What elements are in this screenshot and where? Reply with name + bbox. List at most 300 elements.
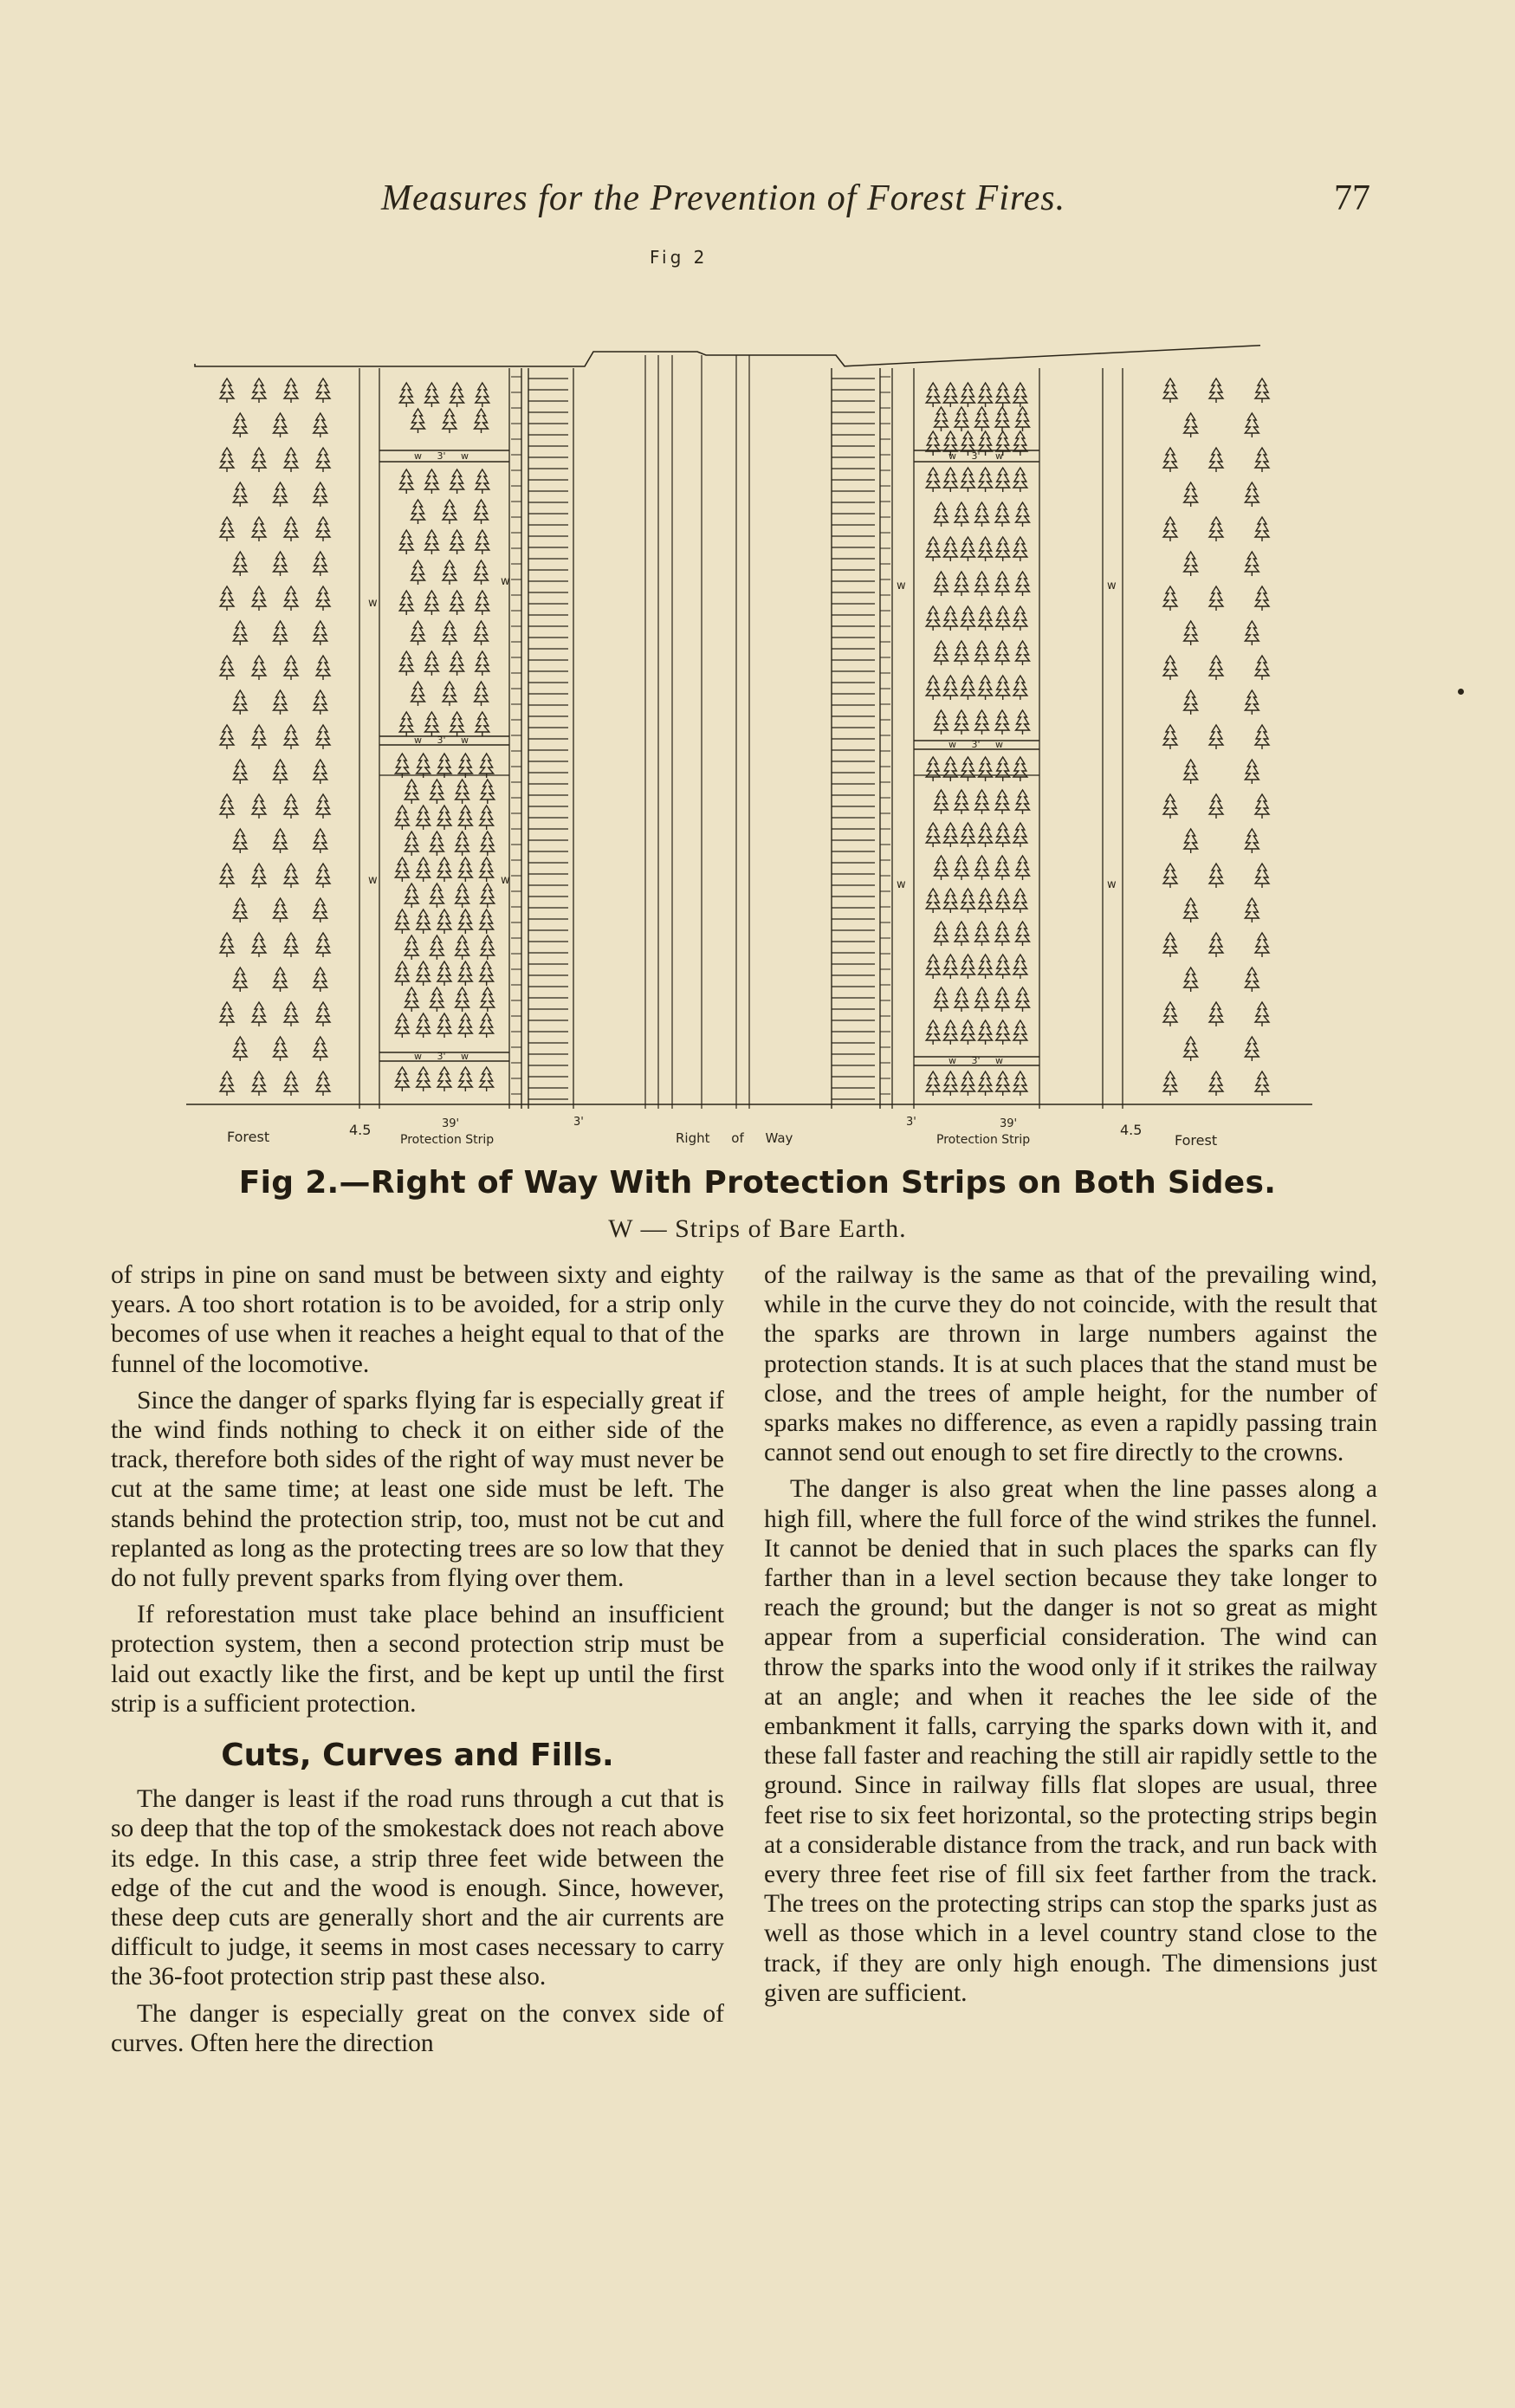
tree-strip-left [395,909,409,934]
tree-strip-right [1013,676,1027,700]
tree-forest-right [1245,690,1259,715]
tree-strip-left [417,1013,431,1038]
tree-strip-left [395,1067,409,1091]
tree-forest-left [233,621,247,645]
tree-strip-left [424,469,438,494]
tree-forest-left [252,1002,266,1026]
tree-strip-right [1013,757,1027,781]
tree-strip-left [443,409,456,433]
tree-forest-left [233,482,247,507]
tree-strip-right [1016,856,1030,880]
tree-forest-left [252,656,266,680]
tree-forest-left [220,379,234,403]
tree-strip-left [480,858,494,882]
tree-forest-right [1163,725,1177,749]
tree-forest-left [220,933,234,957]
tree-forest-right [1255,448,1269,472]
tree-strip-right [943,383,957,407]
tree-strip-right [1013,383,1027,407]
tree-strip-left [450,383,464,407]
tree-forest-left [233,760,247,784]
tree-strip-left [411,621,425,645]
tree-strip-left [458,1013,472,1038]
tree-strip-left [430,780,443,804]
tree-forest-right [1209,656,1223,680]
tree-forest-right [1245,413,1259,437]
label-right-of-way: Right of Way [676,1130,793,1146]
tree-forest-left [316,448,330,472]
tree-strip-right [961,383,974,407]
tree-strip-right [961,537,974,561]
tree-forest-left [284,1002,298,1026]
tree-strip-right [961,823,974,847]
tree-strip-right [1013,606,1027,631]
tree-forest-left [314,760,327,784]
tree-forest-right [1245,1037,1259,1061]
tree-strip-right [926,1071,940,1096]
tree-strip-left [395,806,409,830]
tree-forest-left [233,413,247,437]
label-forest-right: Forest [1175,1132,1218,1149]
strip-marker-w-6: w [1107,579,1117,592]
tree-forest-left [316,379,330,403]
tree-forest-right [1209,1071,1223,1096]
tree-strip-right [955,922,968,946]
label-dim-39-left: 39' [442,1117,460,1130]
tree-forest-left [316,725,330,749]
tree-strip-left [399,469,413,494]
tree-strip-right [926,537,940,561]
figure-subcaption: W — Strips of Bare Earth. [608,1214,907,1243]
tree-strip-left [476,591,489,615]
tree-strip-right [1013,955,1027,979]
tree-strip-right [943,889,957,913]
tree-strip-left [417,754,431,778]
tree-strip-right [961,889,974,913]
tree-strip-right [1013,431,1027,456]
tree-strip-left [481,935,495,960]
tree-strip-left [475,500,489,524]
tree-strip-right [979,1071,993,1096]
tree-forest-left [274,482,288,507]
tree-forest-right [1163,586,1177,611]
tree-strip-left [437,909,451,934]
tree-forest-right [1255,933,1269,957]
tree-strip-left [399,712,413,736]
tree-strip-right [996,757,1010,781]
tree-strip-left [481,987,495,1012]
strip-marker-w-1: w [368,874,378,887]
tree-strip-left [456,884,469,908]
tree-strip-left [443,682,456,706]
tree-forest-left [274,552,288,576]
label-forest-left: Forest [227,1129,270,1145]
tree-forest-left [314,690,327,715]
tree-strip-left [417,806,431,830]
tree-strip-left [395,1013,409,1038]
tree-strip-left [456,987,469,1012]
tree-strip-right [955,790,968,814]
paragraph: Since the danger of sparks flying far is especially great if the wind finds nothing to check it on either side of the track, therefore both sides of the right of way must never be cut at the same time; at least one side must be left. The stands behind the protection strip, too, must not be cut and replanted as long as the protecting trees are so low that they do not fully prevent sparks from flying over them. [111,1386,724,1593]
tree-strip-left [399,651,413,676]
tree-forest-right [1184,690,1198,715]
strip-marker-w-3: w [501,874,510,887]
tree-forest-left [284,1071,298,1096]
tree-strip-right [926,955,940,979]
tree-strip-left [475,560,489,585]
tree-forest-left [314,482,327,507]
tree-forest-left [284,656,298,680]
tree-forest-left [314,829,327,853]
tree-forest-left [233,1037,247,1061]
tree-strip-right [961,1020,974,1045]
tree-forest-left [252,586,266,611]
tree-forest-left [284,864,298,888]
tree-strip-right [935,641,948,665]
tree-strip-left [480,961,494,986]
tree-strip-right [926,676,940,700]
tree-strip-right [935,502,948,527]
tree-forest-right [1255,794,1269,819]
tree-strip-left [405,832,418,856]
paragraph: The danger is especially great on the convex side of curves. Often here the direction [111,1999,724,2057]
tree-strip-left [437,961,451,986]
tree-strip-left [437,754,451,778]
tree-forest-left [220,448,234,472]
tree-strip-right [996,383,1010,407]
tree-strip-right [943,757,957,781]
tree-strip-left [443,560,456,585]
tree-strip-right [995,641,1009,665]
tree-strip-right [1016,502,1030,527]
tree-strip-left [437,858,451,882]
tree-strip-right [979,757,993,781]
tree-forest-left [233,552,247,576]
tree-strip-right [996,468,1010,492]
tree-strip-left [437,806,451,830]
label-dim-3-left: 3' [573,1116,584,1129]
tree-strip-left [395,961,409,986]
tree-forest-right [1209,517,1223,541]
tree-forest-right [1245,760,1259,784]
tree-strip-left [480,1067,494,1091]
tree-forest-right [1163,1002,1177,1026]
tree-strip-left [417,909,431,934]
tree-forest-left [233,898,247,922]
tree-strip-right [995,856,1009,880]
tree-strip-left [424,383,438,407]
tree-forest-left [314,898,327,922]
bare-strip-label-3: w 3' w [948,450,1004,462]
tree-forest-right [1184,760,1198,784]
tree-strip-right [975,987,989,1012]
tree-strip-left [443,500,456,524]
figure-caption: Fig 2.—Right of Way With Protection Strips on Both Sides. [238,1165,1277,1201]
tree-forest-right [1184,621,1198,645]
tree-strip-right [975,922,989,946]
tree-strip-right [1016,572,1030,596]
tree-forest-left [252,517,266,541]
tree-forest-right [1245,552,1259,576]
label-dim-4-5-right: 4.5 [1120,1122,1143,1138]
bare-strip-label-1: w 3' w [414,735,469,746]
tree-forest-right [1245,968,1259,992]
tree-forest-left [220,1002,234,1026]
tree-forest-right [1209,864,1223,888]
tree-strip-left [476,651,489,676]
tree-forest-left [314,552,327,576]
running-title: Measures for the Prevention of Forest Fires. [381,178,1066,218]
tree-strip-right [961,606,974,631]
tree-forest-right [1255,586,1269,611]
tree-strip-right [995,407,1009,431]
label-protection-strip-left: Protection Strip [400,1133,495,1147]
tree-forest-left [252,1071,266,1096]
tree-strip-left [475,682,489,706]
tree-strip-right [935,790,948,814]
tree-strip-left [458,858,472,882]
tree-forest-right [1209,933,1223,957]
tree-strip-right [975,790,989,814]
tree-forest-right [1209,725,1223,749]
paragraph: The danger is least if the road runs through a cut that is so deep that the top of the smokestack does not reach above its edge. In this case, a strip three feet wide between the edge of the cut and the wood is enough. Since, however, these deep cuts are generally short and the air currents are difficult to judge, it seems in most cases necessary to carry the 36-foot protection strip past these also. [111,1785,724,1991]
tree-strip-right [935,856,948,880]
tree-forest-left [284,933,298,957]
tree-strip-right [935,987,948,1012]
tree-strip-left [399,383,413,407]
tree-forest-right [1245,898,1259,922]
tree-strip-right [955,856,968,880]
tree-strip-right [979,606,993,631]
tree-forest-left [252,725,266,749]
tree-strip-right [935,710,948,735]
tree-strip-right [1013,537,1027,561]
tree-forest-left [316,864,330,888]
tree-forest-right [1255,656,1269,680]
tree-strip-right [1016,790,1030,814]
tree-forest-left [284,448,298,472]
tree-forest-left [284,586,298,611]
tree-forest-right [1163,933,1177,957]
tree-strip-right [943,1071,957,1096]
tree-strip-right [926,383,940,407]
tree-strip-right [955,710,968,735]
tree-forest-left [274,413,288,437]
tree-forest-right [1245,829,1259,853]
tree-forest-right [1184,482,1198,507]
bare-strip-label-5: w 3' w [948,1055,1004,1066]
tree-forest-left [274,690,288,715]
tree-strip-right [935,572,948,596]
tree-strip-right [979,676,993,700]
tree-strip-right [955,572,968,596]
tree-strip-right [996,823,1010,847]
tree-strip-right [1016,710,1030,735]
tree-strip-left [458,961,472,986]
tree-strip-left [395,754,409,778]
tree-strip-left [450,591,464,615]
tree-strip-right [955,641,968,665]
section-heading: Cuts, Curves and Fills. [221,1738,614,1774]
tree-forest-left [233,968,247,992]
tree-forest-left [316,794,330,819]
tree-forest-left [252,448,266,472]
tree-strip-right [1013,468,1027,492]
tree-forest-left [274,968,288,992]
left-column [111,1260,724,2058]
tree-strip-right [943,606,957,631]
tree-strip-left [481,780,495,804]
tree-strip-left [417,1067,431,1091]
tree-strip-right [926,1020,940,1045]
tree-strip-left [405,987,418,1012]
tree-forest-left [220,725,234,749]
tree-strip-left [424,530,438,554]
paragraph: of strips in pine on sand must be between sixty and eighty years. A too short rotation is to be avoided, for a strip only becomes of use when it reaches a height equal to that of the funnel of the locomotive. [111,1261,724,1378]
tree-forest-right [1163,379,1177,403]
tree-forest-left [316,656,330,680]
paragraph: The danger is also great when the line passes along a high fill, where the full force of the wind strikes the funnel. It cannot be denied that in such places the sparks can fly farther than in a level section because they take longer to reach the ground; but the danger is not so great as might appear from a superficial consideration. The wind can throw the sparks into the wood only if it strikes the railway at an angle; and when it reaches the lee side of the embankment it falls, carrying the sparks down with it, and these fall faster and reaching the still air rapidly settle to the ground. Since in railway fills flat slopes are usual, three feet rise to six feet horizontal, so the protecting strips begin at a considerable distance from the track, and run back with every three feet rise of fill six feet farther from the track. The trees on the protecting strips can stop the sparks just as well as those which in a level country stand close to the track, if they are only high enough. The dimensions just given are sufficient. [764,1475,1377,2007]
tree-forest-right [1184,898,1198,922]
tree-forest-left [284,725,298,749]
tree-strip-left [430,832,443,856]
tree-strip-right [979,468,993,492]
tree-forest-left [220,864,234,888]
tree-forest-right [1163,1071,1177,1096]
tree-forest-right [1209,1002,1223,1026]
tree-strip-right [1013,1071,1027,1096]
tree-strip-right [961,757,974,781]
strip-marker-w-7: w [1107,878,1117,891]
paragraph: of the railway is the same as that of the prevailing wind, while in the curve they do not coincide, with the result that the sparks are thrown in large numbers against the protection stands. It is at such places that the stand must be close, and the trees of ample height, for the number of sparks makes no difference, as even a rapidly passing train cannot send out enough to set fire directly to the crowns. [764,1261,1377,1467]
tree-strip-left [475,621,489,645]
tree-strip-right [975,572,989,596]
tree-strip-left [395,858,409,882]
tree-strip-right [1013,1020,1027,1045]
bare-strip-label-0: w 3' w [414,450,469,462]
tree-forest-right [1255,1002,1269,1026]
tree-strip-right [975,856,989,880]
tree-forest-right [1184,413,1198,437]
tree-strip-left [405,884,418,908]
tree-forest-left [274,829,288,853]
tree-strip-right [943,1020,957,1045]
tree-forest-right [1163,656,1177,680]
tree-forest-left [274,621,288,645]
tree-forest-left [316,1002,330,1026]
tree-strip-left [458,1067,472,1091]
ink-speck [1458,689,1464,695]
tree-forest-left [284,379,298,403]
label-dim-4-5-left: 4.5 [349,1122,372,1138]
tree-strip-right [926,757,940,781]
tree-strip-right [926,823,940,847]
tree-forest-left [316,1071,330,1096]
tree-forest-left [316,933,330,957]
tree-forest-right [1255,379,1269,403]
tree-forest-left [284,517,298,541]
tree-strip-right [935,922,948,946]
tree-strip-left [476,469,489,494]
tree-forest-right [1255,725,1269,749]
tree-strip-right [955,987,968,1012]
tree-forest-left [220,517,234,541]
tree-strip-right [996,676,1010,700]
tree-forest-right [1209,448,1223,472]
tree-strip-right [943,823,957,847]
tree-strip-right [975,641,989,665]
tree-forest-right [1209,586,1223,611]
tree-strip-left [456,935,469,960]
tree-strip-right [975,710,989,735]
tree-strip-right [1016,922,1030,946]
tree-strip-left [480,754,494,778]
figure-label: Fig 2 [650,247,709,268]
tree-forest-right [1163,517,1177,541]
tree-forest-right [1163,448,1177,472]
tree-strip-right [926,889,940,913]
tree-strip-right [961,468,974,492]
tree-strip-left [437,1013,451,1038]
right-column [764,1260,1377,2008]
tree-forest-left [252,933,266,957]
tree-forest-left [274,1037,288,1061]
strip-marker-w-0: w [368,597,378,610]
tree-strip-left [417,858,431,882]
tree-strip-right [926,431,940,456]
label-dim-3-right: 3' [906,1116,916,1129]
tree-strip-right [943,676,957,700]
tree-strip-left [405,780,418,804]
tree-forest-right [1184,552,1198,576]
tree-strip-right [961,1071,974,1096]
tree-strip-right [1016,407,1030,431]
tree-forest-left [220,586,234,611]
tree-strip-right [979,537,993,561]
tree-strip-left [424,651,438,676]
tree-strip-right [996,1071,1010,1096]
diagram-svg [182,307,1317,1156]
tree-forest-left [252,864,266,888]
tree-strip-right [961,955,974,979]
tree-forest-right [1184,829,1198,853]
tree-strip-left [450,651,464,676]
tree-strip-left [424,591,438,615]
tree-strip-right [995,922,1009,946]
tree-strip-left [430,884,443,908]
tree-strip-left [480,806,494,830]
tree-strip-right [996,537,1010,561]
tree-strip-left [458,909,472,934]
tree-forest-left [284,794,298,819]
tree-strip-right [926,468,940,492]
tree-strip-left [411,682,425,706]
tree-forest-left [274,898,288,922]
tree-strip-left [480,1013,494,1038]
tree-strip-left [458,754,472,778]
tree-strip-right [961,676,974,700]
tree-strip-right [995,987,1009,1012]
tree-forest-left [220,656,234,680]
tree-forest-left [314,1037,327,1061]
tree-strip-left [456,832,469,856]
tree-strip-right [1013,889,1027,913]
tree-strip-left [476,712,489,736]
tree-strip-left [430,987,443,1012]
running-head [0,178,1515,230]
tree-strip-left [476,383,489,407]
tree-forest-left [233,690,247,715]
